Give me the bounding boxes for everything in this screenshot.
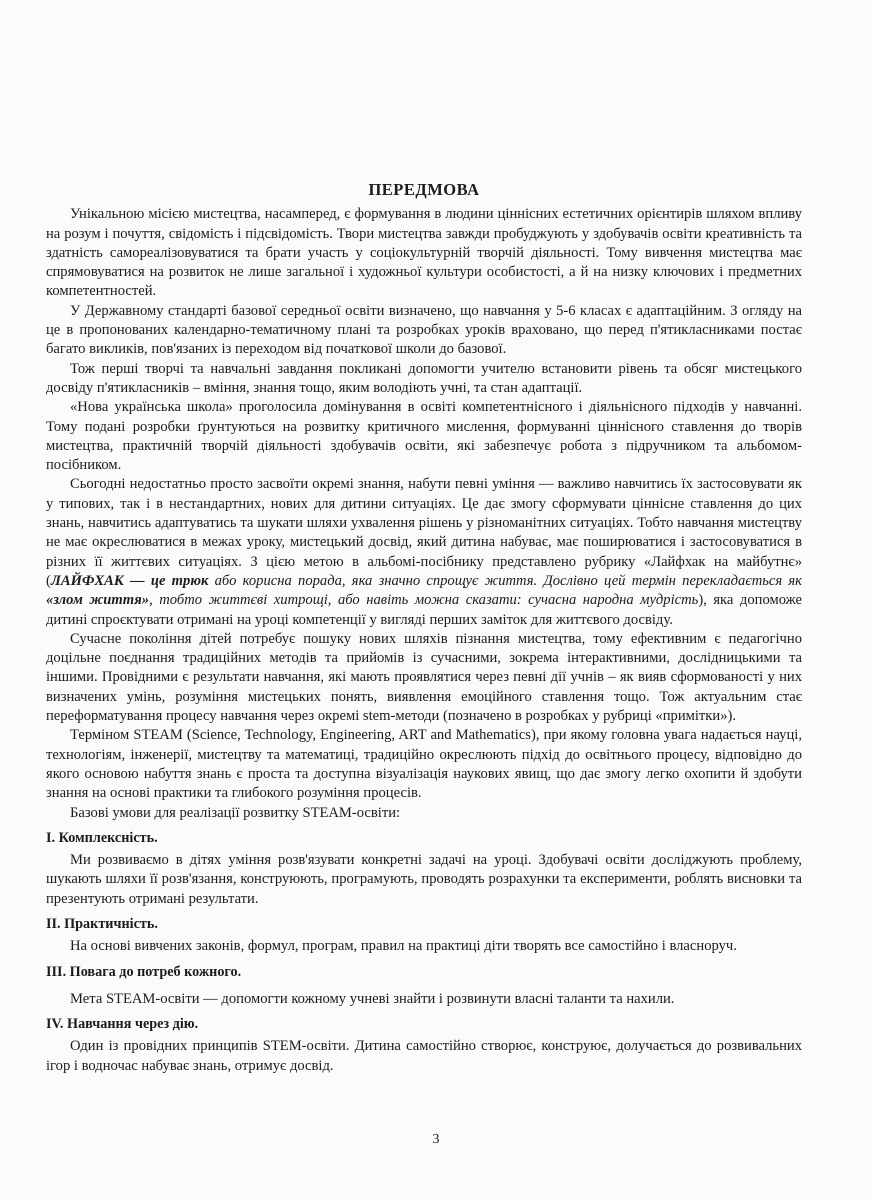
paragraph-3: Тож перші творчі та навчальні завдання покликані допомогти учителю встановити рівень та обсяг мистецького досвіду п'ятикласників – вміння, знання тощо, яким володіють учні, та стан адаптації. — [46, 360, 802, 396]
paragraph-2: У Державному стандарті базової середньої освіти визначено, що навчання у 5-6 класах є адаптаційним. З огляду на це в пропонованих календарно-тематичному плані та розробках уроків враховано, що перед п'ятикласниками постає багато викликів, пов'язаних із переходом від початкової школи до базової. — [46, 302, 802, 358]
lifehack-definition: або корисна порада, яка значно спрощує життя. Дослівно цей термін перекладається як — [208, 572, 803, 589]
section-heading-2: II. Практичність. — [46, 915, 158, 932]
paragraph-1: Унікальною місією мистецтва, насамперед, є формування в людини ціннісних естетичних орієнтирів шляхом впливу на розум і почуття, свідомість і підсвідомість. Твори мистецтва завжди пробуджують у здобувачів освіти креативність та здатність самореалізовуватися та брати участь у соціокультурній творчій діяльності. Тому вивчення мистецтва має спрямовуватися на розвиток не лише загальної і художньої культури особистості, а й на низку ключових і предметних компетентностей. — [46, 206, 802, 300]
life-hack-phrase: «злом життя» — [46, 592, 150, 609]
paragraph-7: Терміном STEAM (Science, Technology, Engineering, ART and Mathematics), при якому головна увага надається науці, технологіям, інженерії, мистецтву та математиці, традиційно окреслюють підхід до освітнього процесу, відповідно до якого основою набуття знань є проста та доступна візуалізація наукових явищ, що дає змогу легко охопити й здобути знання на основі практики та глибокого розуміння процесів. — [46, 727, 802, 802]
paragraph-5 — [46, 475, 802, 629]
section-text-2: На основі вивчених законів, формул, програм, правил на практиці діти творять все самостійно і власноруч. — [70, 938, 737, 955]
page-title: ПЕРЕДМОВА — [368, 180, 480, 199]
section-text-1: Ми розвиваємо в дітях уміння розв'язувати конкретні задачі на уроці. Здобувачі освіти досліджують проблему, шукають шляхи її розв'язання, конструюють, програмують, проводять розрахунки та експерименти, роблять висновки та презентують отримані результати. — [46, 852, 802, 907]
page-number: 3 — [432, 1132, 440, 1147]
section-heading-1: I. Комплексність. — [46, 829, 158, 846]
section-text-3: Мета STEAM-освіти — допомогти кожному учневі знайти і розвинути власні таланти та нахили. — [70, 990, 675, 1007]
section-text-4: Один із провідних принципів STEM-освіти. Дитина самостійно створює, конструює, долучається до розвивальних ігор і водночас набуває знань, отримує досвід. — [46, 1038, 802, 1074]
paragraph-5-part-f: ), яка допоможе дитині спроєктувати отримані на уроці компетенції у вигляді перших заміток для життєвого досвіду. — [46, 592, 802, 628]
paragraph-6: Сучасне покоління дітей потребує пошуку нових шляхів пізнання мистецтва, тому ефективним є педагогічно доцільне поєднання традиційних методів та прийомів із сучасними, зокрема інтерактивними, дослідницькими та іншими. Провідними є результати навчання, які мають проявлятися через певні дії учнів – як вияв сформованості у них визначених умінь, розуміння мистецьких понять, виявлення емоційного ставлення тощо. Тож актуальним стає переформатування процесу навчання через окремі stem-методи (позначено в розробках у рубриці «примітки»). — [46, 630, 802, 725]
paragraph-4: «Нова українська школа» проголосила домінування в освіті компетентнісного і діяльнісного підходів у навчанні. Тому подані розробки ґрунтуються на розвитку критичного мислення, формуванні ціннісного ставлення до творів мистецтва, практичній творчій діяльності здобувачів освіти, які забезпечує робота з підручником та альбомом-посібником. — [46, 399, 802, 474]
lifehack-definition-end: , тобто життєві хитрощі, або навіть можна сказати: сучасна народна мудрість — [149, 592, 699, 609]
lifehack-term: ЛАЙФХАК — це трюк — [50, 572, 209, 589]
page-content — [46, 180, 802, 1076]
paragraph-5-part-a: Сьогодні недостатньо просто засвоїти окремі знання, набути певні уміння — важливо навчитись їх застосовувати як у типових, так і в нестандартних, нових для дитини ситуаціях. Це дає змогу сформувати ціннісне ставлення до цих знань, навчитись адаптуватись та шукати шляхи ухвалення рішень у різноманітних ситуаціях. Тобто навчання мистецтву не має окреслюватися в межах уроку, мистецький досвід, який дитина набуває, має поширюватися і застосовуватися в різних її життєвих ситуаціях. З цією метою в альбомі-посібнику представлено рубрику «Лайфхак на майбутнє» ( — [46, 476, 802, 589]
section-heading-4: IV. Навчання через дію. — [46, 1016, 199, 1033]
paragraph-8: Базові умови для реалізації розвитку STEAM-освіти: — [70, 804, 401, 821]
section-heading-3: III. Повага до потреб кожного. — [46, 963, 242, 980]
